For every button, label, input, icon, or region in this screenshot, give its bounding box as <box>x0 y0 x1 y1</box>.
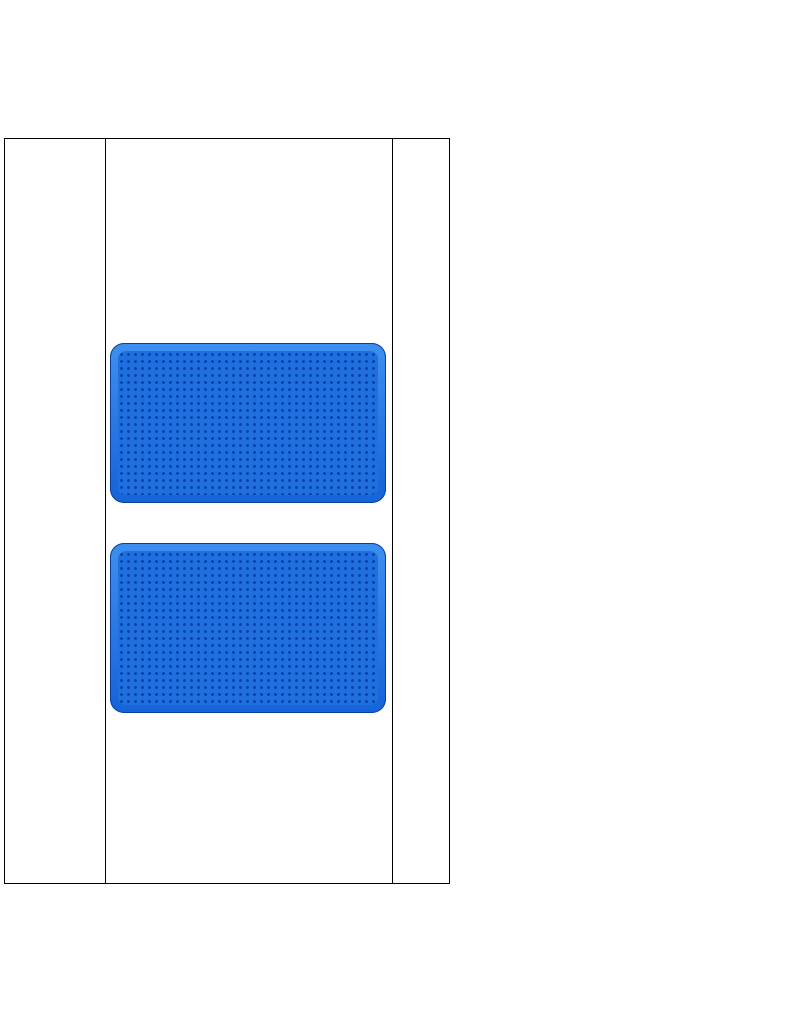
top-tray-photo <box>110 343 386 503</box>
tray-perforation <box>118 551 378 705</box>
column-divider <box>105 138 106 884</box>
set-frame <box>4 138 450 884</box>
tray-perforation <box>118 351 378 495</box>
bottom-tray-photo <box>110 543 386 713</box>
column-divider <box>392 138 393 884</box>
